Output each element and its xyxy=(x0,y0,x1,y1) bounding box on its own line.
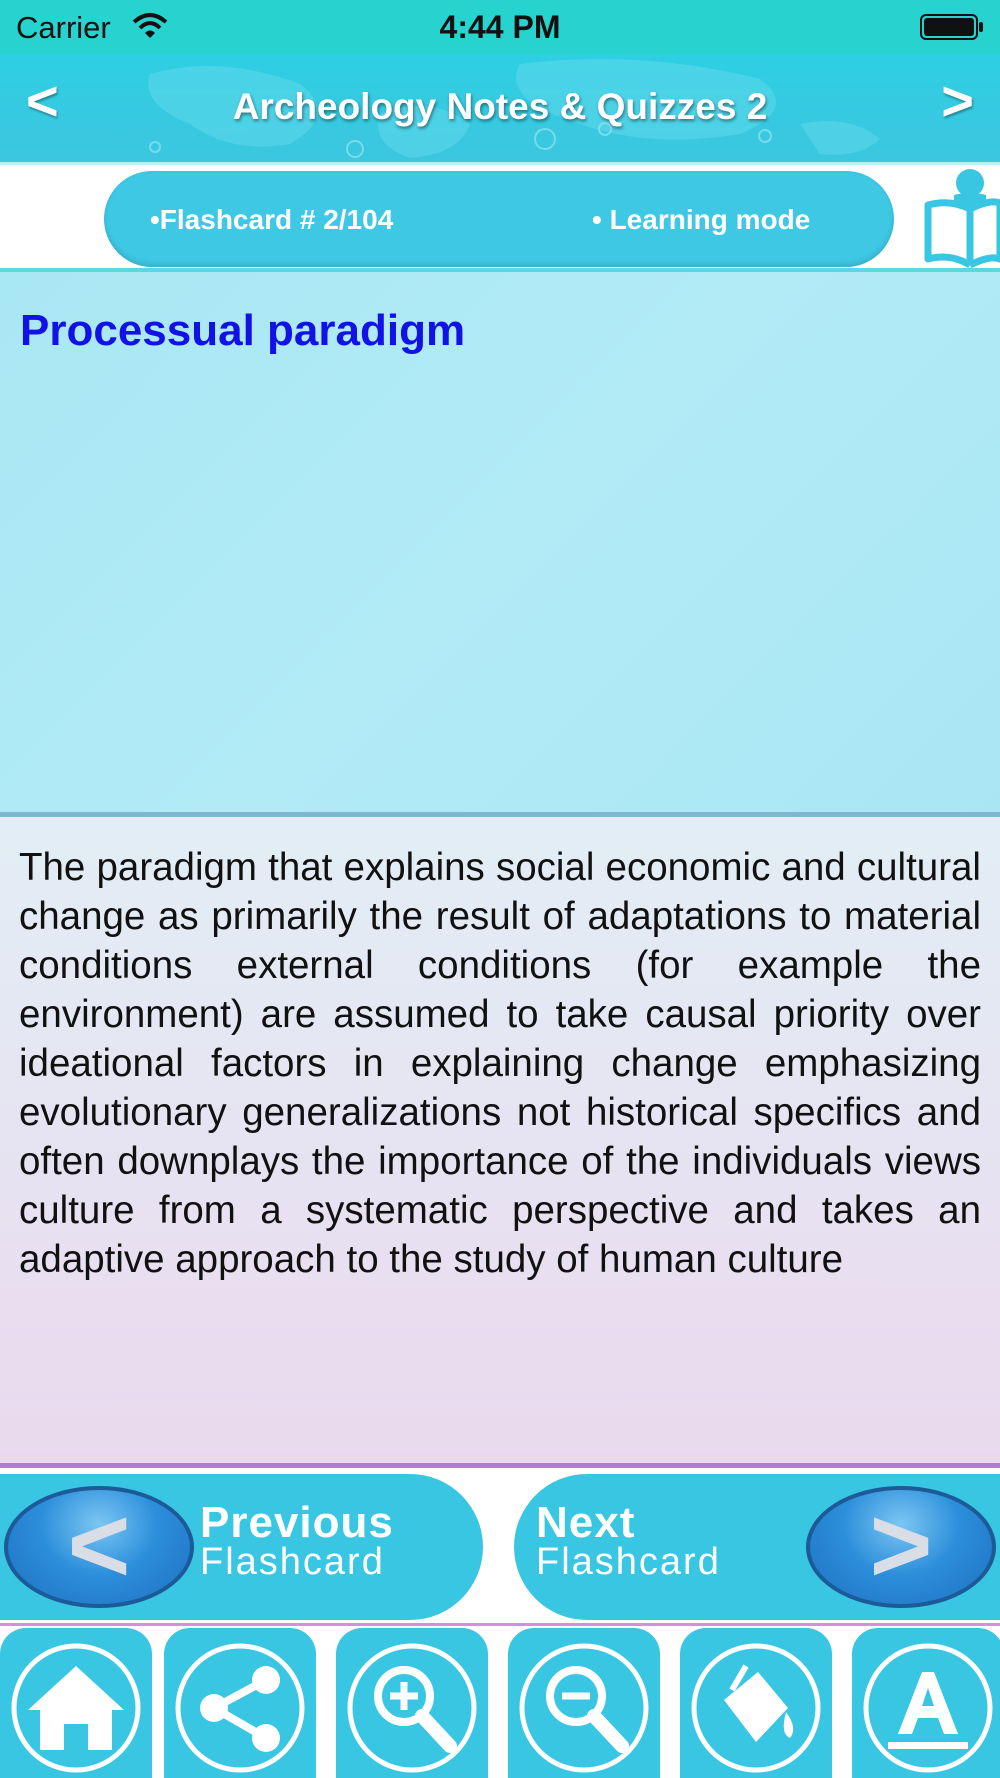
nav-forward-button[interactable]: > xyxy=(941,69,974,132)
flashcard-navigation xyxy=(0,1463,1000,1623)
paint-bucket-icon xyxy=(686,1638,826,1778)
definition-panel xyxy=(0,817,1000,1463)
previous-label-line2: Flashcard xyxy=(200,1541,385,1583)
flashcard-info-row xyxy=(0,162,1000,272)
next-label-line2: Flashcard xyxy=(536,1541,721,1583)
zoom-in-button[interactable] xyxy=(336,1628,488,1778)
font-icon xyxy=(858,1638,998,1778)
chevron-left-icon: < xyxy=(67,1484,131,1605)
previous-flashcard-button[interactable] xyxy=(0,1474,483,1620)
next-orb xyxy=(806,1486,996,1608)
battery-icon xyxy=(920,14,984,40)
previous-button-label xyxy=(200,1498,394,1583)
term-panel xyxy=(0,272,1000,812)
flashcard-term: Processual paradigm xyxy=(20,306,466,355)
home-icon xyxy=(6,1638,146,1778)
font-size-button[interactable] xyxy=(852,1628,1000,1778)
clock: 4:44 PM xyxy=(439,9,561,45)
flashcard-info-pill xyxy=(104,171,894,267)
share-icon xyxy=(170,1638,310,1778)
previous-orb xyxy=(4,1486,194,1608)
carrier-label: Carrier xyxy=(16,10,111,45)
bottom-toolbar xyxy=(0,1623,1000,1778)
home-button[interactable] xyxy=(0,1628,152,1778)
share-button[interactable] xyxy=(164,1628,316,1778)
previous-label-line1: Previous xyxy=(200,1498,394,1547)
nav-back-button[interactable]: < xyxy=(26,69,59,132)
page-title: Archeology Notes & Quizzes 2 xyxy=(232,86,768,127)
flashcard-counter: •Flashcard # 2/104 xyxy=(150,204,394,235)
zoom-out-button[interactable] xyxy=(508,1628,660,1778)
next-button-label xyxy=(536,1498,721,1583)
flashcard-definition: The paradigm that explains social economic and cultural change as primarily the result of adaptations to material conditions external conditions (for example the environment) are assumed to take causal priority over ideational factors in explaining change emphasizing evolutionary generalizations not historical specifics and often downplays the importance of the individuals views culture from a systematic perspective and takes an adaptive approach to the study of human culture xyxy=(19,846,981,1281)
zoom-in-icon xyxy=(342,1638,482,1778)
next-label-line1: Next xyxy=(536,1498,636,1547)
status-bar xyxy=(0,0,1000,54)
chevron-right-icon: > xyxy=(869,1484,933,1605)
next-flashcard-button[interactable] xyxy=(514,1474,1000,1620)
theme-color-button[interactable] xyxy=(680,1628,832,1778)
zoom-out-icon xyxy=(514,1638,654,1778)
learning-mode-label: • Learning mode xyxy=(592,204,811,235)
reader-logo-icon xyxy=(914,165,1000,269)
navigation-bar xyxy=(0,54,1000,162)
